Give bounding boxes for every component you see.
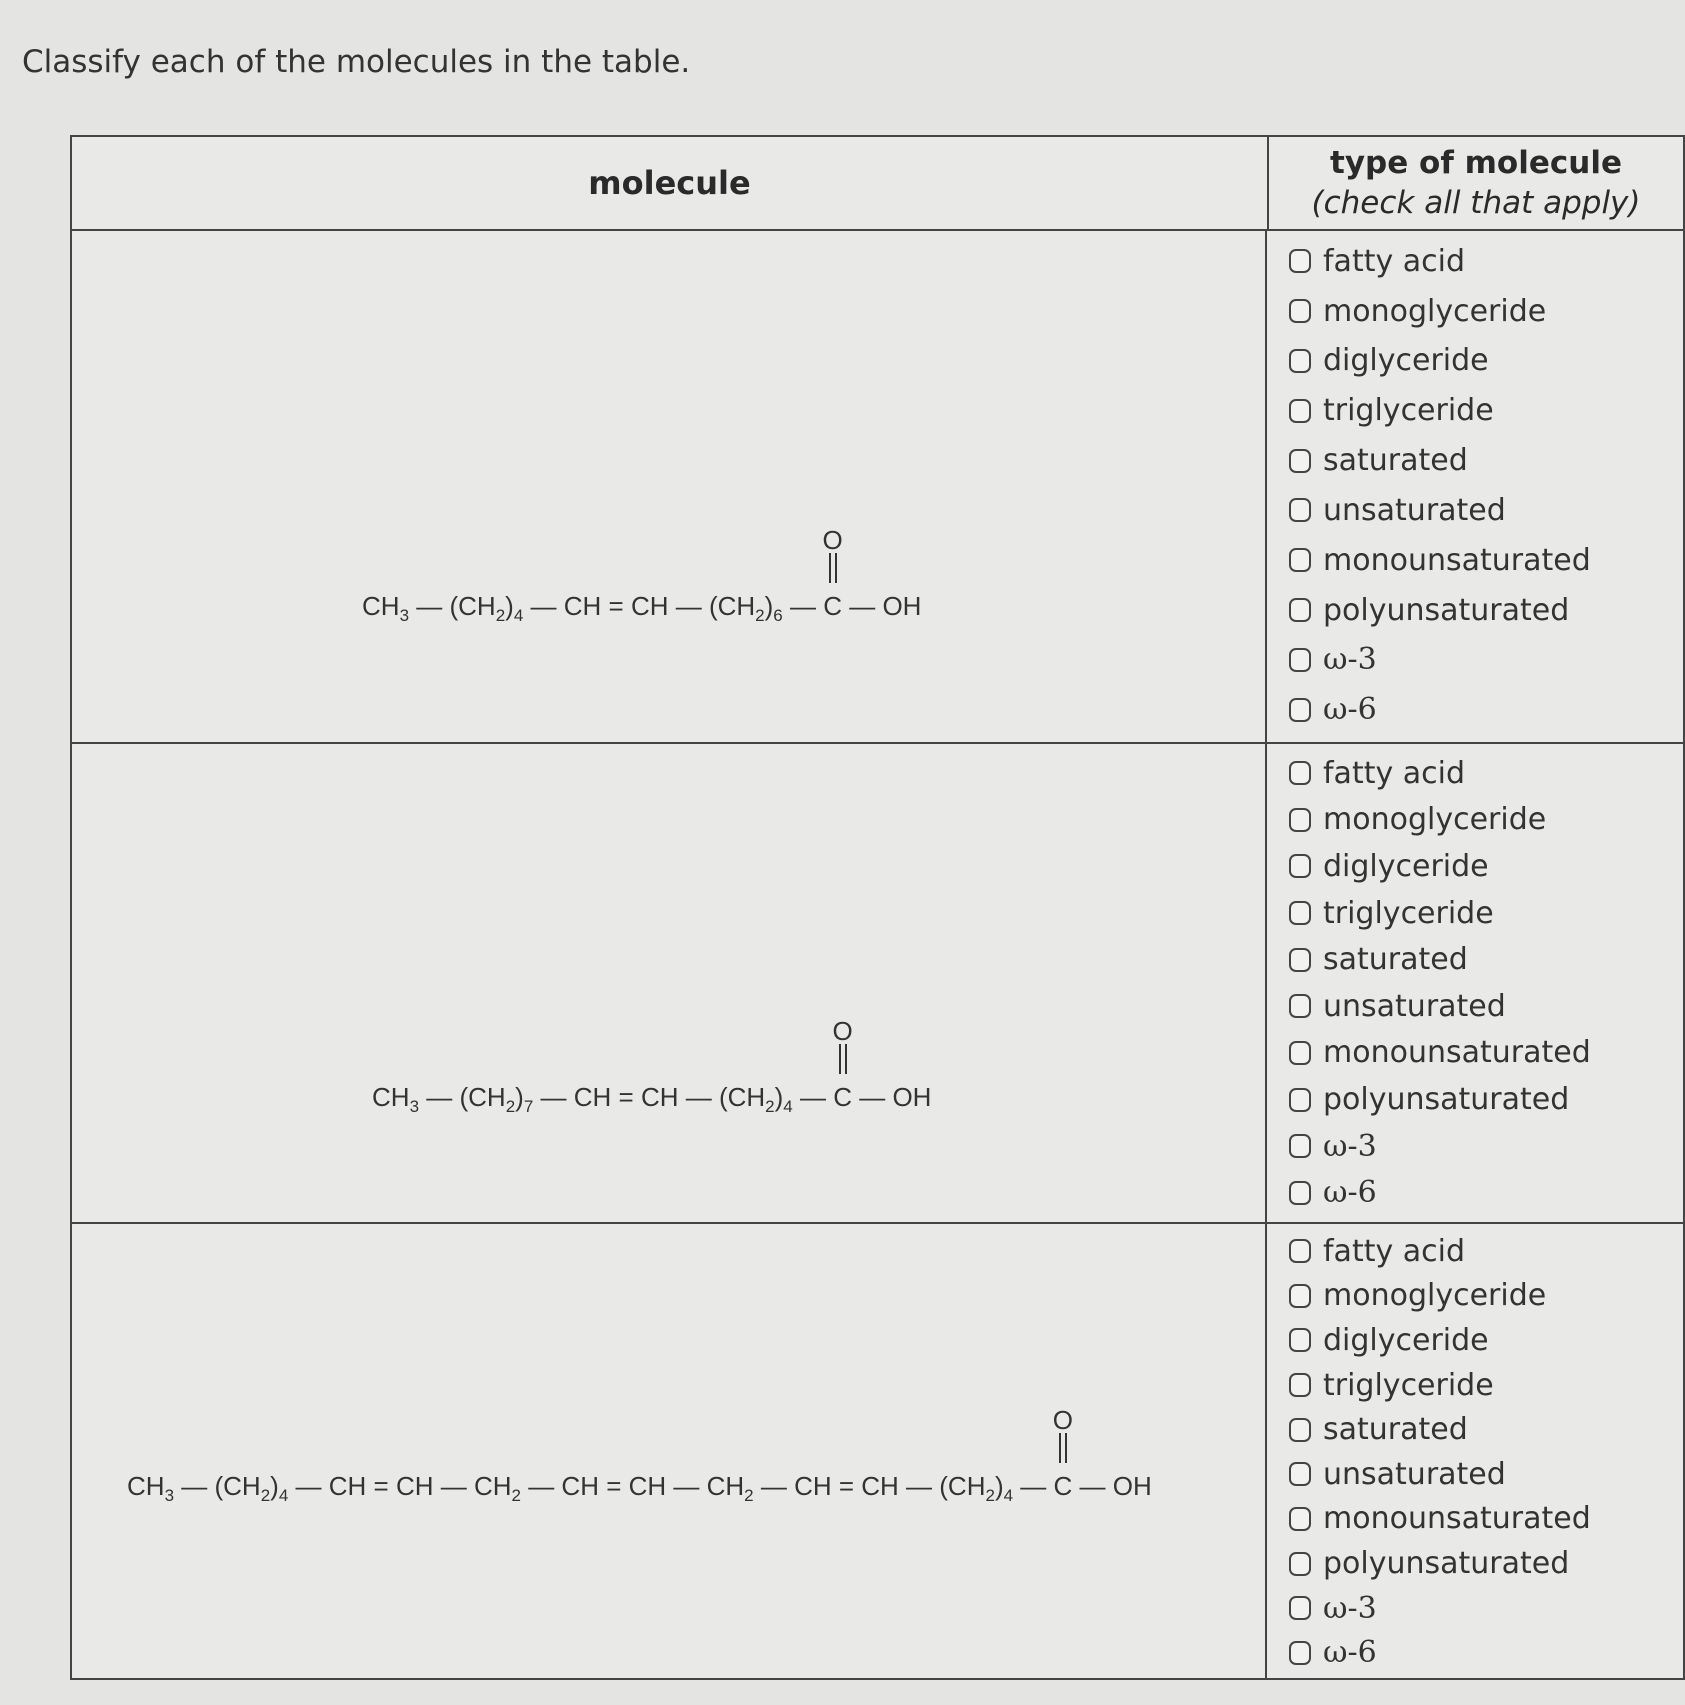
molecule-cell <box>72 744 1267 1222</box>
checkbox[interactable] <box>1289 598 1311 622</box>
carbonyl-oxygen: O <box>822 525 843 555</box>
checkbox[interactable] <box>1289 1507 1311 1531</box>
hydroxyl-group: — OH <box>852 1082 932 1112</box>
formula-text: — (CH <box>409 591 496 621</box>
option-9[interactable] <box>1289 1591 1683 1626</box>
option-4[interactable] <box>1289 393 1683 428</box>
header-type-title: type of molecule <box>1330 145 1622 181</box>
option-label: saturated <box>1323 1412 1468 1448</box>
formula-subscript: 2 <box>505 1097 516 1117</box>
checkbox[interactable] <box>1289 399 1311 423</box>
checkbox[interactable] <box>1289 994 1311 1018</box>
option-6[interactable] <box>1289 493 1683 528</box>
formula-text: CH <box>362 591 400 621</box>
formula-subscript: 3 <box>409 1097 420 1117</box>
option-label: monounsaturated <box>1323 1501 1591 1537</box>
option-label: ω-3 <box>1323 1128 1377 1164</box>
option-5[interactable] <box>1289 1412 1683 1447</box>
option-5[interactable] <box>1289 443 1683 478</box>
option-label: unsaturated <box>1323 492 1506 528</box>
checkbox[interactable] <box>1289 698 1311 722</box>
option-label: monounsaturated <box>1323 542 1591 578</box>
option-2[interactable] <box>1289 802 1683 837</box>
molecule-row-1 <box>72 229 1683 744</box>
checkbox[interactable] <box>1289 1596 1311 1620</box>
option-4[interactable] <box>1289 896 1683 931</box>
formula-text: — <box>792 1082 834 1112</box>
carbonyl-carbon: C <box>1053 1471 1073 1501</box>
checkbox[interactable] <box>1289 948 1311 972</box>
option-label: saturated <box>1323 942 1468 978</box>
option-label: polyunsaturated <box>1323 1546 1570 1581</box>
checkbox[interactable] <box>1289 1284 1311 1308</box>
carbonyl-oxygen: O <box>832 1016 853 1046</box>
checkbox[interactable] <box>1289 498 1311 522</box>
option-label: fatty acid <box>1323 243 1466 279</box>
option-1[interactable] <box>1289 244 1683 279</box>
checkbox[interactable] <box>1289 1641 1311 1665</box>
option-label: ω-6 <box>1323 692 1377 728</box>
double-bond <box>829 553 837 583</box>
formula-subscript: 2 <box>985 1486 995 1506</box>
option-3[interactable] <box>1289 1323 1683 1358</box>
header-type-hint: (check all that apply) <box>1311 185 1641 221</box>
options-cell-1 <box>1269 229 1683 742</box>
formula-text: ) <box>994 1471 1004 1501</box>
formula-subscript: 6 <box>773 606 783 626</box>
option-6[interactable] <box>1289 989 1683 1024</box>
options-cell-2 <box>1269 744 1683 1222</box>
option-6[interactable] <box>1289 1457 1683 1492</box>
option-4[interactable] <box>1289 1368 1683 1403</box>
formula-text: CH <box>372 1082 410 1112</box>
checkbox[interactable] <box>1289 1373 1311 1397</box>
option-label: ω-3 <box>1323 642 1377 678</box>
checkbox[interactable] <box>1289 449 1311 473</box>
formula-text: ) <box>270 1471 279 1501</box>
carbonyl-group <box>832 1016 853 1113</box>
classification-table <box>70 135 1685 1680</box>
option-8[interactable] <box>1289 1082 1683 1117</box>
checkbox[interactable] <box>1289 1041 1311 1065</box>
carbonyl-oxygen: O <box>1052 1405 1074 1435</box>
formula-text: — (CH <box>419 1082 506 1112</box>
option-7[interactable] <box>1289 1501 1683 1536</box>
formula-text: — (CH <box>174 1471 261 1501</box>
checkbox[interactable] <box>1289 349 1311 373</box>
option-label: monoglyceride <box>1323 1278 1547 1314</box>
formula-subscript: 3 <box>164 1486 175 1506</box>
formula-text: — <box>1013 1471 1054 1501</box>
formula-text: — CH = CH — (CH <box>523 591 756 621</box>
formula-text: CH <box>127 1471 165 1501</box>
option-9[interactable] <box>1289 1129 1683 1164</box>
option-label: polyunsaturated <box>1323 592 1570 628</box>
formula-text: ) <box>764 591 774 621</box>
options-cell-3 <box>1269 1224 1683 1680</box>
option-8[interactable] <box>1289 593 1683 628</box>
option-label: monoglyceride <box>1323 802 1547 838</box>
formula-text: ) <box>774 1082 784 1112</box>
formula-subscript: 2 <box>511 1486 521 1506</box>
formula-text: — CH = CH — CH <box>520 1471 745 1501</box>
checkbox[interactable] <box>1289 1239 1311 1263</box>
option-label: triglyceride <box>1323 393 1494 429</box>
checkbox[interactable] <box>1289 548 1311 572</box>
option-label: triglyceride <box>1323 1367 1494 1403</box>
formula-subscript: 7 <box>523 1097 534 1117</box>
carbonyl-group <box>822 525 843 622</box>
header-type <box>1269 137 1683 229</box>
formula-text: — CH = CH — (CH <box>753 1471 986 1501</box>
checkbox[interactable] <box>1289 1418 1311 1442</box>
option-7[interactable] <box>1289 1035 1683 1070</box>
checkbox[interactable] <box>1289 249 1311 273</box>
molecule-cell <box>72 229 1267 742</box>
hydroxyl-group: — OH <box>1072 1471 1152 1501</box>
carbonyl-carbon: C <box>833 1082 852 1112</box>
checkbox[interactable] <box>1289 901 1311 925</box>
double-bond <box>839 1044 847 1074</box>
formula-text: ) <box>505 591 514 621</box>
option-label: ω-3 <box>1323 1590 1377 1626</box>
formula-subscript: 3 <box>399 606 410 626</box>
formula-subscript: 2 <box>260 1486 271 1506</box>
option-label: triglyceride <box>1323 895 1494 931</box>
option-label: fatty acid <box>1323 1233 1466 1269</box>
checkbox[interactable] <box>1289 1181 1311 1205</box>
option-10[interactable] <box>1289 1635 1683 1670</box>
option-label: diglyceride <box>1323 1322 1489 1358</box>
option-label: diglyceride <box>1323 343 1489 379</box>
molecule-row-2 <box>72 744 1683 1224</box>
header-molecule: molecule <box>72 137 1269 229</box>
molecule-formula-1 <box>362 525 922 626</box>
option-10[interactable] <box>1289 692 1683 727</box>
molecule-cell <box>72 1224 1267 1680</box>
option-2[interactable] <box>1289 294 1683 329</box>
option-5[interactable] <box>1289 942 1683 977</box>
hydroxyl-group: — OH <box>842 591 922 621</box>
option-label: unsaturated <box>1323 1456 1506 1492</box>
formula-subscript: 4 <box>278 1486 289 1506</box>
checkbox[interactable] <box>1289 1328 1311 1352</box>
option-1[interactable] <box>1289 1234 1683 1269</box>
formula-text: — <box>782 591 824 621</box>
table-header <box>72 137 1683 231</box>
checkbox[interactable] <box>1289 808 1311 832</box>
molecule-formula-3 <box>127 1405 1152 1506</box>
option-7[interactable] <box>1289 543 1683 578</box>
formula-subscript: 2 <box>765 1097 775 1117</box>
option-2[interactable] <box>1289 1278 1683 1313</box>
option-3[interactable] <box>1289 343 1683 378</box>
checkbox[interactable] <box>1289 648 1311 672</box>
molecule-row-3 <box>72 1224 1683 1680</box>
option-label: diglyceride <box>1323 848 1489 884</box>
checkbox[interactable] <box>1289 1134 1311 1158</box>
checkbox[interactable] <box>1289 854 1311 878</box>
carbonyl-carbon: C <box>823 591 842 621</box>
option-10[interactable] <box>1289 1175 1683 1210</box>
formula-subscript: 4 <box>783 1097 793 1117</box>
option-label: ω-6 <box>1323 1175 1377 1211</box>
option-8[interactable] <box>1289 1546 1683 1581</box>
formula-text: — CH = CH — (CH <box>533 1082 766 1112</box>
formula-subscript: 2 <box>744 1486 754 1506</box>
molecule-formula-2 <box>372 1016 932 1117</box>
option-label: unsaturated <box>1323 988 1506 1024</box>
formula-text: — CH = CH — CH <box>288 1471 512 1501</box>
option-label: polyunsaturated <box>1323 1082 1570 1117</box>
formula-subscript: 4 <box>1003 1486 1014 1506</box>
option-label: fatty acid <box>1323 755 1466 791</box>
option-label: saturated <box>1323 443 1468 479</box>
formula-subscript: 2 <box>755 606 765 626</box>
checkbox[interactable] <box>1289 1552 1311 1576</box>
option-label: ω-6 <box>1323 1635 1377 1671</box>
checkbox[interactable] <box>1289 761 1311 785</box>
double-bond <box>1059 1433 1067 1463</box>
carbonyl-group <box>1052 1405 1074 1502</box>
checkbox[interactable] <box>1289 1088 1311 1112</box>
option-1[interactable] <box>1289 756 1683 791</box>
formula-subscript: 2 <box>495 606 506 626</box>
option-3[interactable] <box>1289 849 1683 884</box>
option-9[interactable] <box>1289 642 1683 677</box>
checkbox[interactable] <box>1289 1462 1311 1486</box>
prompt-text: Classify each of the molecules in the table. <box>22 44 691 80</box>
checkbox[interactable] <box>1289 299 1311 323</box>
formula-subscript: 4 <box>513 606 524 626</box>
option-label: monoglyceride <box>1323 293 1547 329</box>
formula-text: ) <box>515 1082 524 1112</box>
option-label: monounsaturated <box>1323 1035 1591 1071</box>
